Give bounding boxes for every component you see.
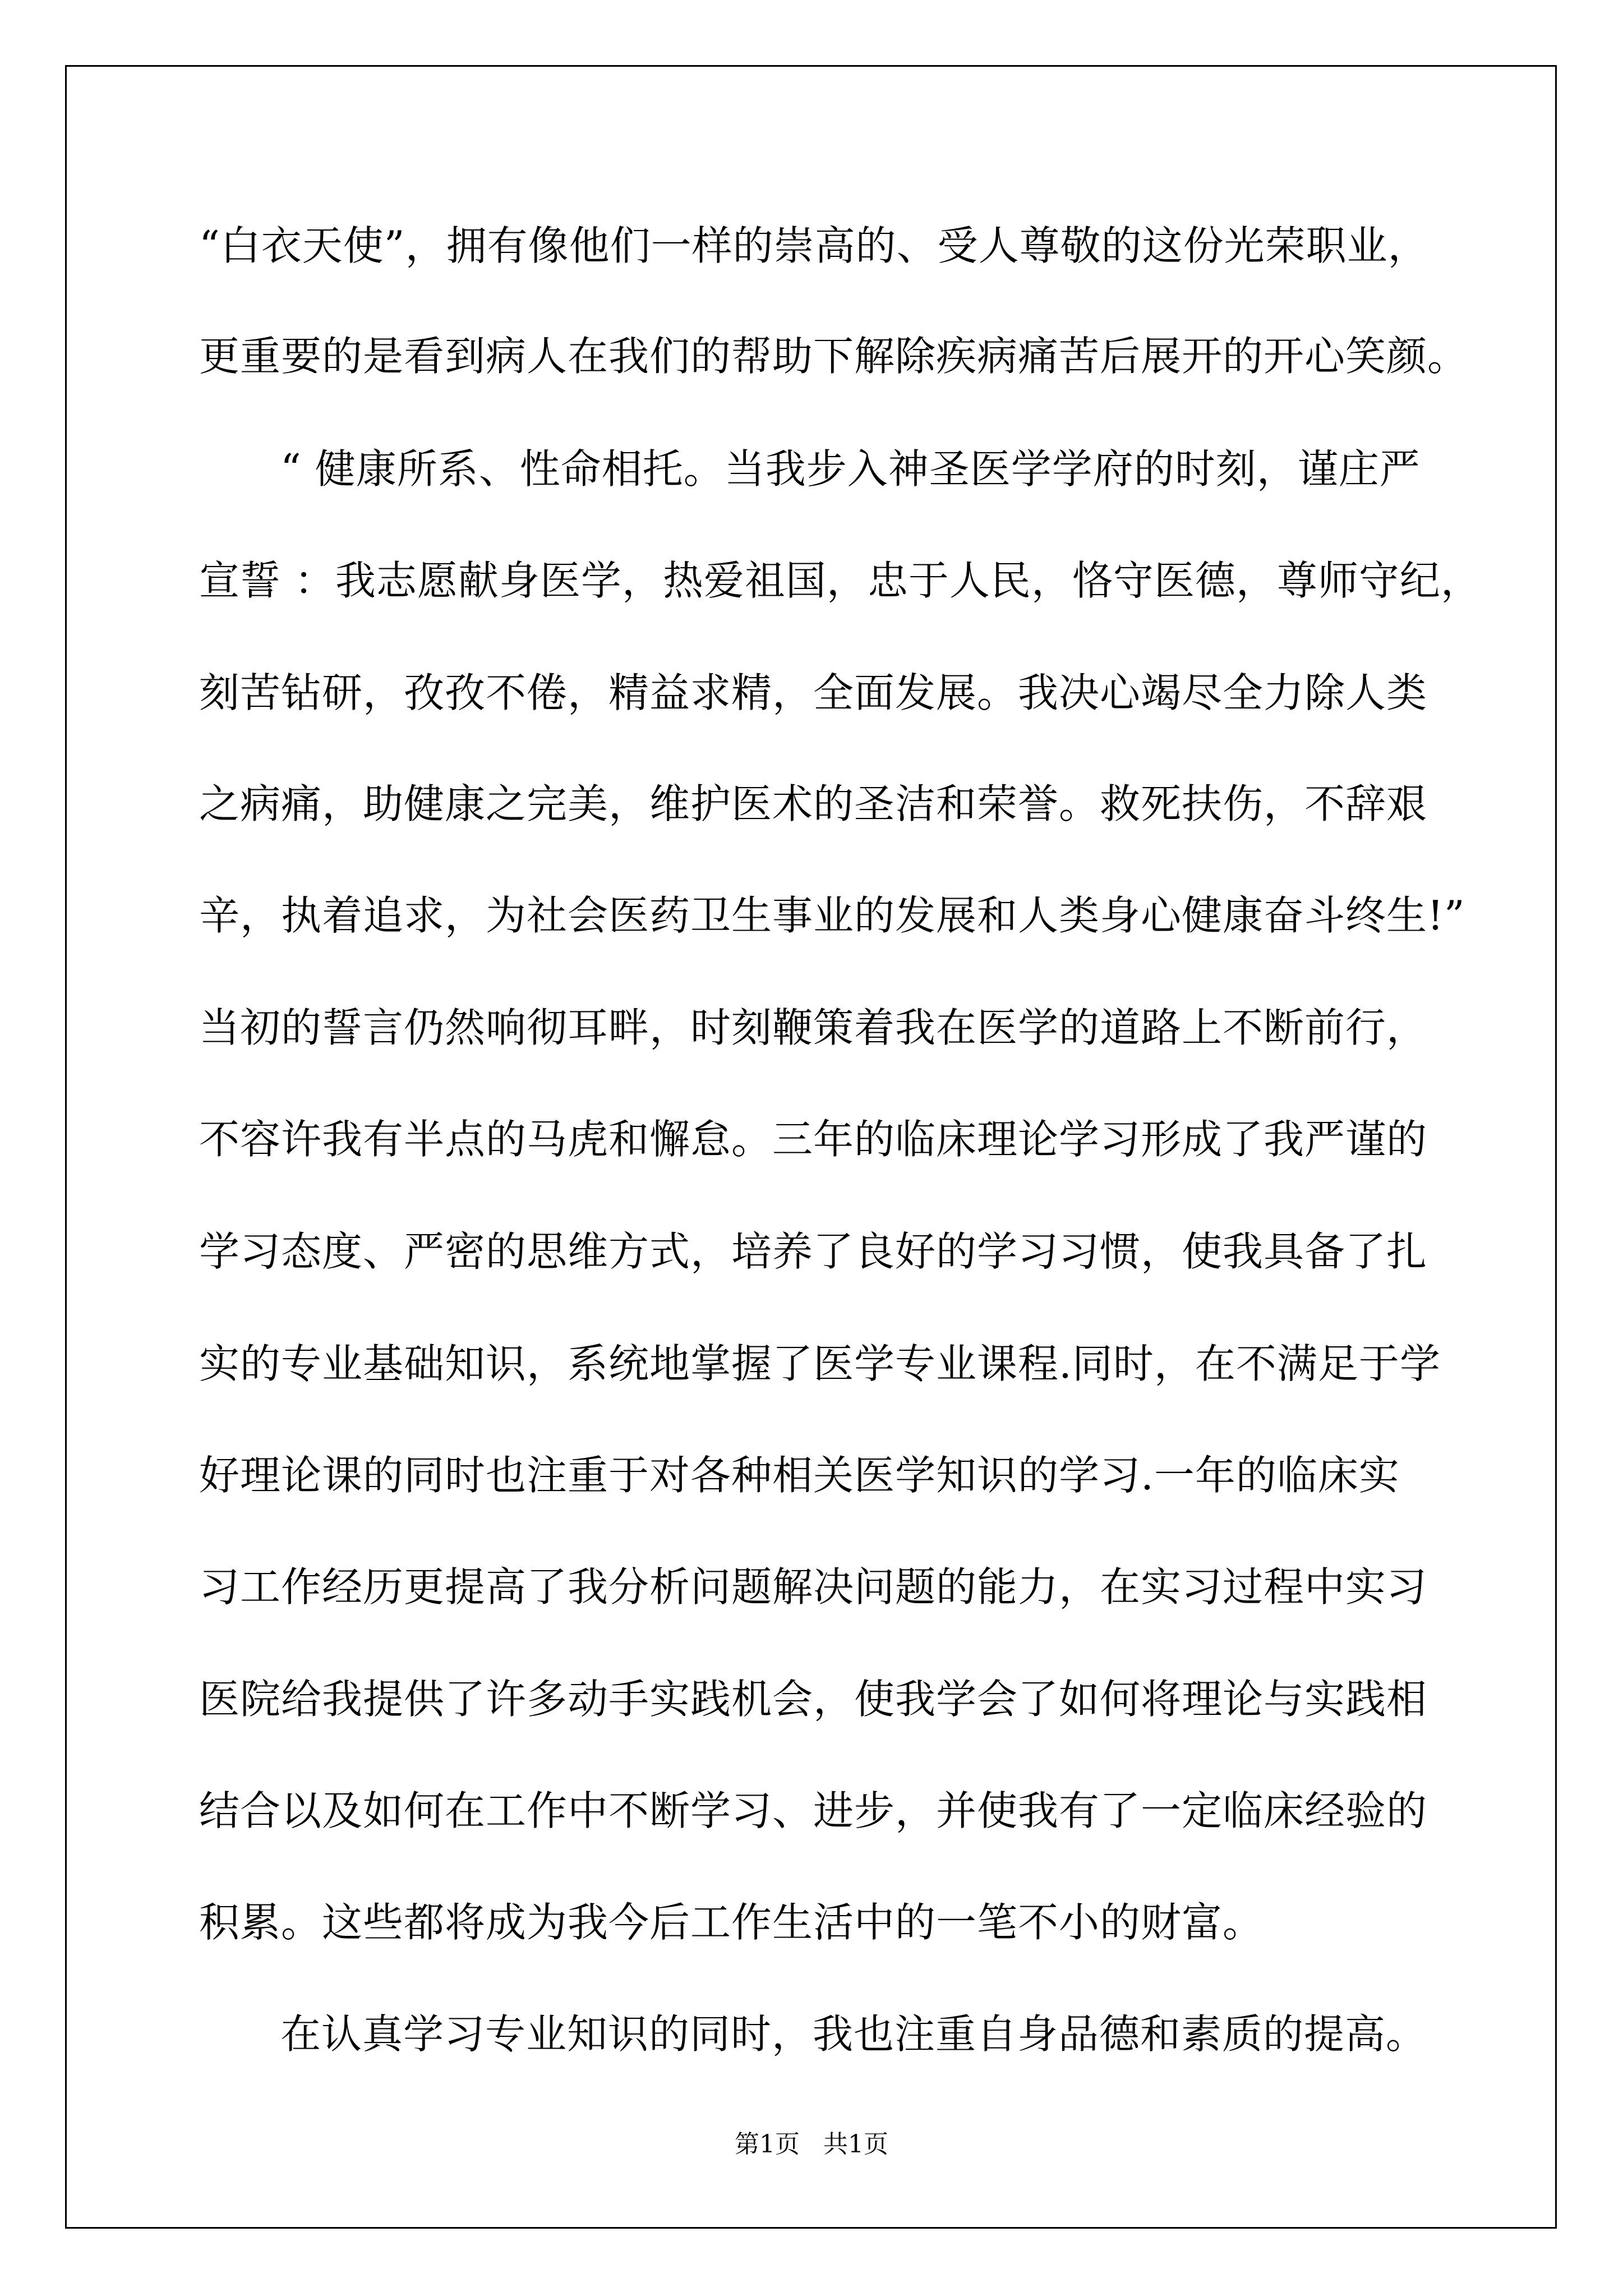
text-line: 习工作经历更提高了我分析问题解决问题的能力，在实习过程中实习 [199,1563,1428,1611]
text-line: 辛，执着追求，为社会医药卫生事业的发展和人类身心健康奋斗终生!” [199,892,1465,939]
text-line: 医院给我提供了许多动手实践机会，使我学会了如何将理论与实践相 [199,1676,1428,1723]
text-line: “白衣天使”，拥有像他们一样的崇高的、受人尊敬的这份光荣职业， [199,222,1429,269]
text-line: 之病痛，助健康之完美，维护医术的圣洁和荣誉。救死扶伤，不辞艰 [199,780,1428,827]
text-line: 好理论课的同时也注重于对各种相关医学知识的学习.一年的临床实 [199,1452,1400,1499]
text-line: 在认真学习专业知识的同时，我也注重自身品德和素质的提高。 [280,2010,1427,2058]
text-line: 刻苦钻研，孜孜不倦，精益求精，全面发展。我决心竭尽全力除人类 [199,669,1428,716]
text-line: 当初的誓言仍然响彻耳畔，时刻鞭策着我在医学的道路上不断前行， [199,1004,1428,1051]
text-line: 实的专业基础知识，系统地掌握了医学专业课程.同时，在不满足于学 [199,1340,1441,1387]
text-line: 宣誓 ：我志愿献身医学，热爱祖国，忠于人民，恪守医德，尊师守纪， [199,557,1482,604]
text-line: 不容许我有半点的马虎和懈怠。三年的临床理论学习形成了我严谨的 [199,1116,1428,1163]
text-line: “ 健康所系、性命相托。当我步入神圣医学学府的时刻，谨庄严 [280,445,1421,493]
page-number-footer: 第1页 共1页 [735,2130,888,2159]
text-line: 学习态度、严密的思维方式，培养了良好的学习习惯，使我具备了扎 [199,1228,1428,1275]
text-line: 结合以及如何在工作中不断学习、进步，并使我有了一定临床经验的 [199,1787,1428,1834]
text-line: 积累。这些都将成为我今后工作生活中的一笔不小的财富。 [199,1899,1264,1946]
text-line: 更重要的是看到病人在我们的帮助下解除疾病痛苦后展开的开心笑颜。 [199,333,1469,380]
